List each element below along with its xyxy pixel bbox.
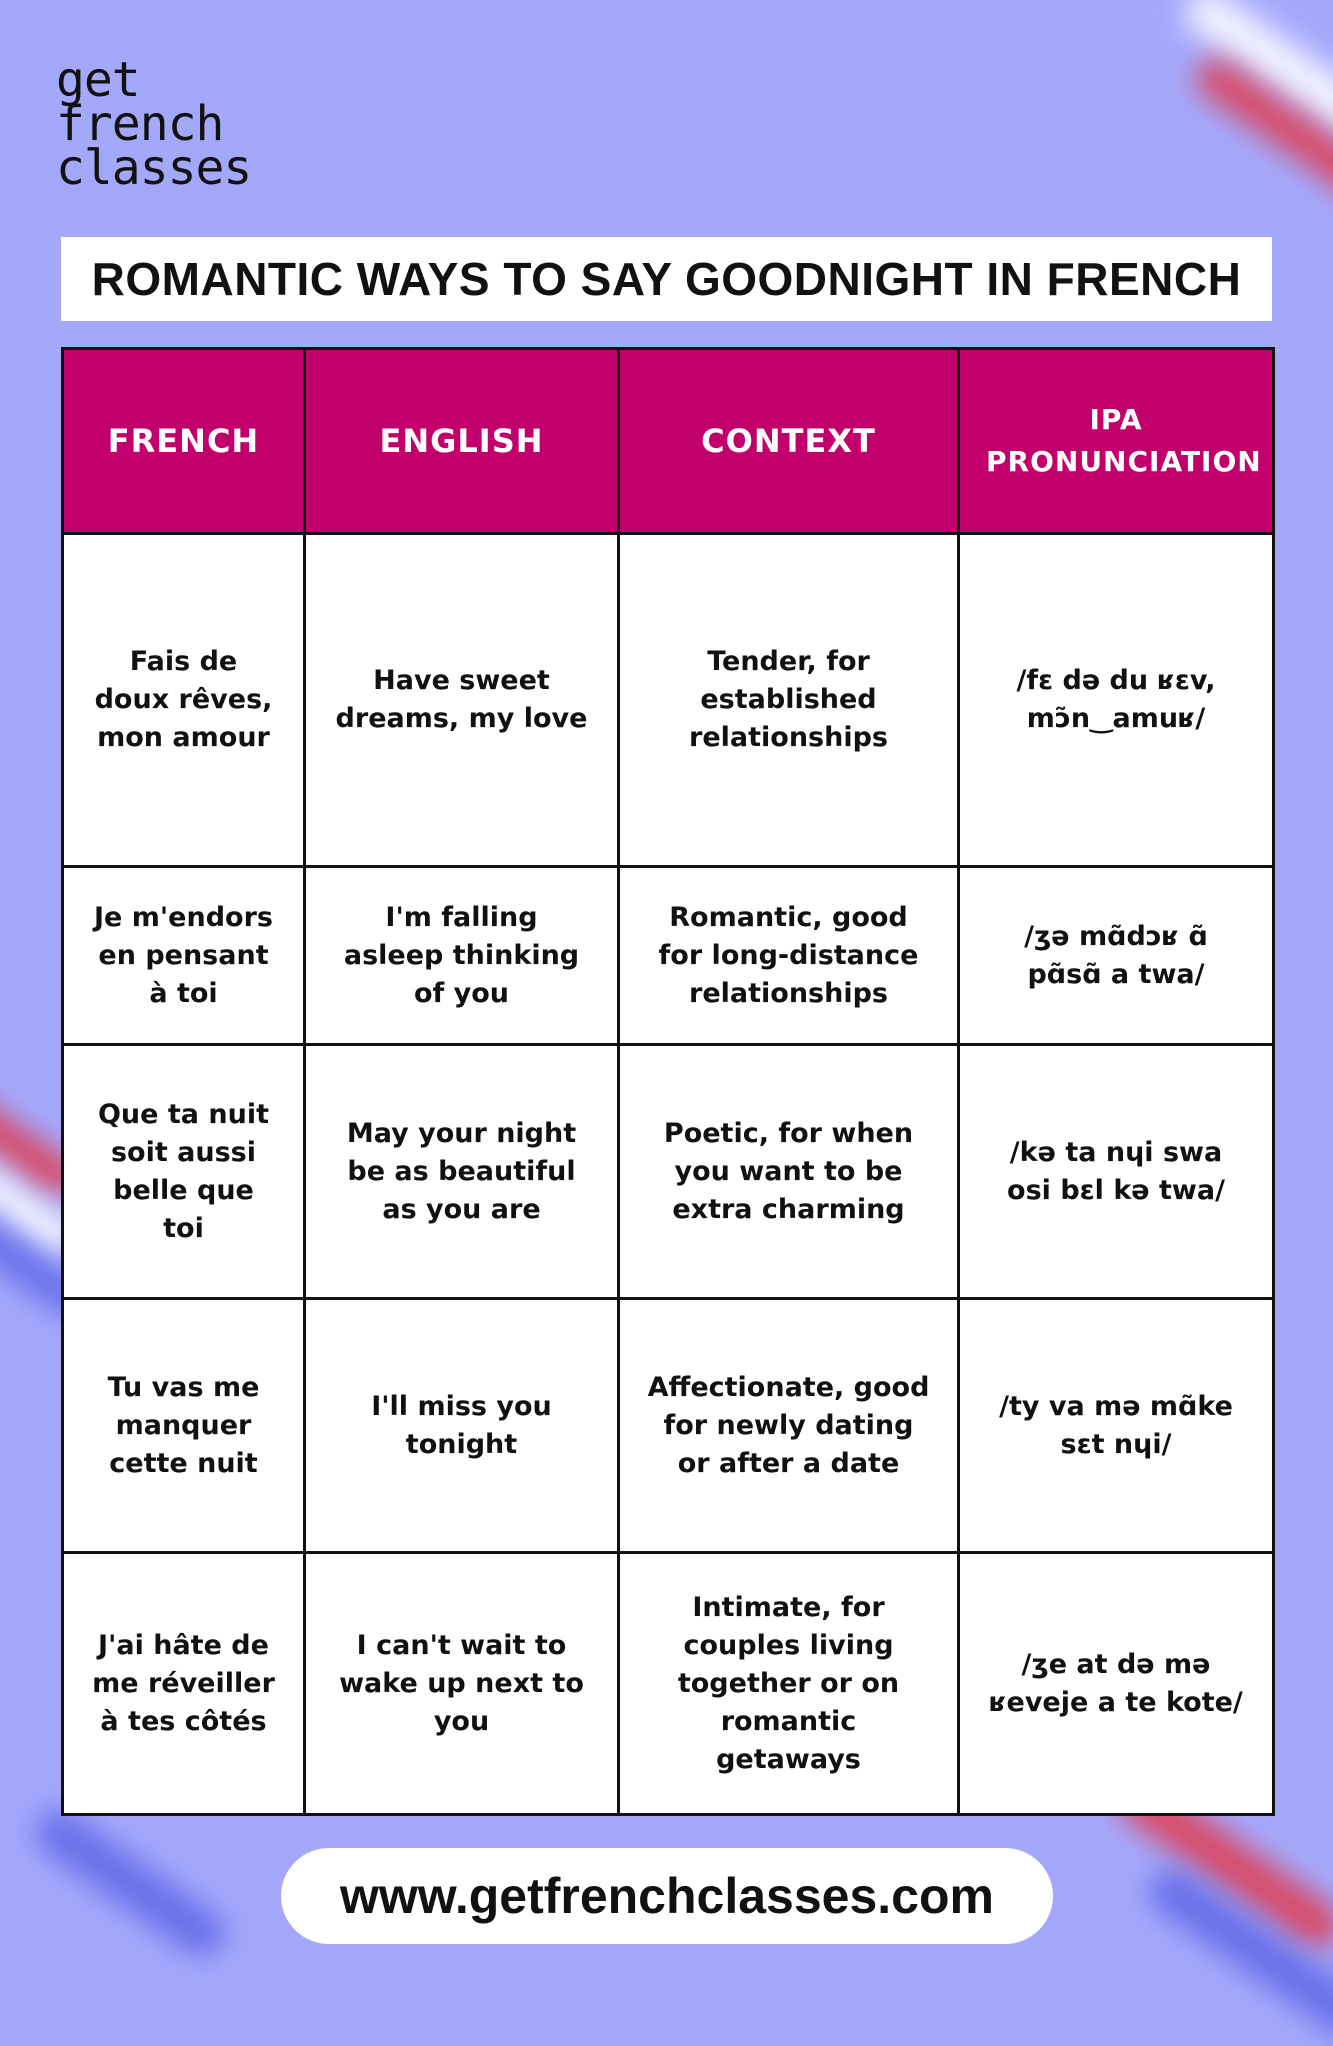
logo-line-classes: classes bbox=[56, 140, 252, 196]
table-row bbox=[63, 1045, 1274, 1299]
phrases-table bbox=[61, 347, 1275, 1816]
table-row bbox=[63, 1299, 1274, 1553]
table-header-row bbox=[63, 349, 1274, 534]
cell-english: I can't wait to wake up next to you bbox=[305, 1553, 619, 1815]
website-link[interactable]: www.getfrenchclasses.com bbox=[340, 1868, 994, 1924]
cell-ipa: /ʒə mɑ̃dɔʁ ɑ̃ pɑ̃sɑ̃ a twa/ bbox=[959, 867, 1274, 1045]
header-context: CONTEXT bbox=[619, 349, 959, 534]
decorative-streak-bottom-left bbox=[27, 1801, 234, 1965]
header-english: ENGLISH bbox=[305, 349, 619, 534]
cell-french: Que ta nuit soit aussi belle que toi bbox=[63, 1045, 305, 1299]
cell-english: Have sweet dreams, my love bbox=[305, 534, 619, 867]
title-banner bbox=[61, 237, 1272, 321]
header-french: FRENCH bbox=[63, 349, 305, 534]
table-row bbox=[63, 1553, 1274, 1815]
cell-english: I'm falling asleep thinking of you bbox=[305, 867, 619, 1045]
website-pill[interactable] bbox=[281, 1848, 1053, 1944]
cell-french: Fais de doux rêves, mon amour bbox=[63, 534, 305, 867]
cell-context: Romantic, good for long-distance relationships bbox=[619, 867, 959, 1045]
cell-context: Intimate, for couples living together or on romantic getaways bbox=[619, 1553, 959, 1815]
header-ipa: IPA PRONUNCIATION bbox=[959, 349, 1274, 534]
cell-french: J'ai hâte de me réveiller à tes côtés bbox=[63, 1553, 305, 1815]
cell-ipa: /kə ta nɥi swa osi bɛl kə twa/ bbox=[959, 1045, 1274, 1299]
table-row bbox=[63, 534, 1274, 867]
logo-line-get: get bbox=[56, 52, 140, 108]
table-row bbox=[63, 867, 1274, 1045]
cell-english: May your night be as beautiful as you are bbox=[305, 1045, 619, 1299]
cell-english: I'll miss you tonight bbox=[305, 1299, 619, 1553]
cell-context: Poetic, for when you want to be extra charming bbox=[619, 1045, 959, 1299]
cell-french: Tu vas me manquer cette nuit bbox=[63, 1299, 305, 1553]
cell-ipa: /ʒe at də mə ʁeveje a te kote/ bbox=[959, 1553, 1274, 1815]
cell-context: Tender, for established relationships bbox=[619, 534, 959, 867]
cell-ipa: /ty va mə mɑ̃ke sɛt nɥi/ bbox=[959, 1299, 1274, 1553]
page-title: ROMANTIC WAYS TO SAY GOODNIGHT IN FRENCH bbox=[91, 253, 1242, 305]
logo-line-french: french bbox=[56, 96, 224, 152]
cell-context: Affectionate, good for newly dating or after a date bbox=[619, 1299, 959, 1553]
cell-ipa: /fɛ də du ʁɛv, mɔ̃n‿amuʁ/ bbox=[959, 534, 1274, 867]
cell-french: Je m'endors en pensant à toi bbox=[63, 867, 305, 1045]
brand-logo[interactable] bbox=[56, 52, 252, 196]
